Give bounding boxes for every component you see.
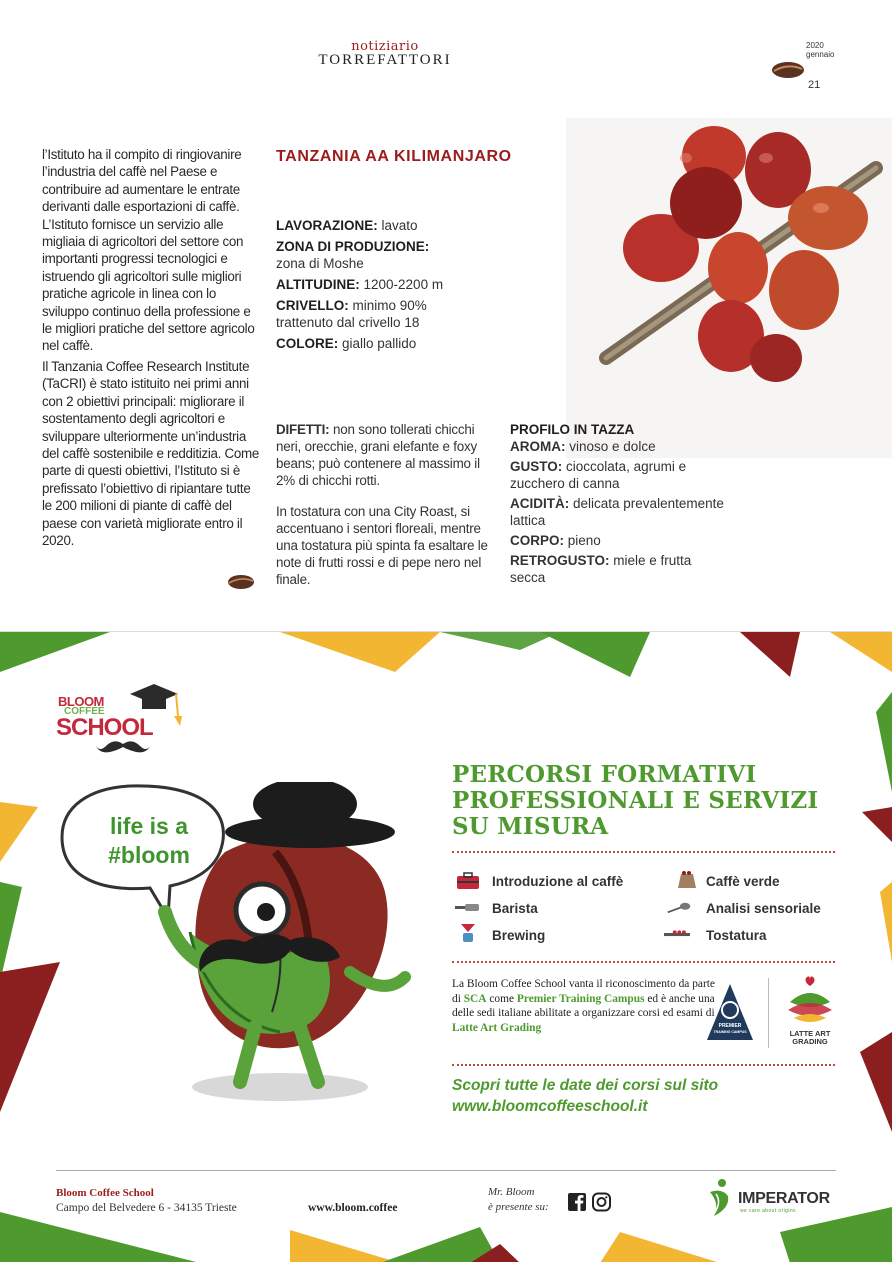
footer-social-caption	[488, 1185, 568, 1215]
instagram-icon[interactable]	[593, 1194, 610, 1211]
service-item: Analisi sensoriale	[706, 901, 821, 916]
course-dates-cta	[452, 1075, 852, 1117]
coffee-title: TANZANIA AA KILIMANJARO	[276, 148, 512, 165]
coffee-sack-icon	[674, 870, 700, 888]
facebook-icon[interactable]	[568, 1193, 586, 1211]
sca-premier-campus-badge	[705, 982, 755, 1044]
blurb-highlight: Premier Training Campus	[516, 992, 645, 1005]
cta-website-link[interactable]: www.bloomcoffeeschool.it	[452, 1098, 648, 1115]
footer-presente: è presente su:	[488, 1201, 549, 1213]
footer-mr-bloom: Mr. Bloom	[488, 1186, 535, 1198]
coffee-cherries-image	[566, 118, 892, 458]
footer-school-name: Bloom Coffee School	[56, 1187, 154, 1199]
spec-label: LAVORAZIONE:	[276, 218, 378, 233]
logo-separator	[768, 978, 769, 1048]
spec-label: CRIVELLO:	[276, 298, 349, 313]
roasting-text: In tostatura con una City Roast, si accentuano i sentori floreali, mentre una tostatura più spinta fa esaltare le note di frutti rossi e di pepe nero nel finale.	[276, 504, 488, 587]
mustache-icon	[96, 740, 150, 754]
spec-value: giallo pallido	[342, 336, 417, 351]
coffee-specs	[276, 217, 486, 356]
logo-line-1: BLOOM	[58, 694, 104, 709]
portafilter-icon	[455, 899, 481, 917]
masthead-small: notiziario	[351, 39, 419, 54]
spec-label: ALTITUDINE:	[276, 277, 360, 292]
service-item: Caffè verde	[706, 874, 780, 889]
briefcase-icon	[455, 872, 481, 890]
dotted-divider	[452, 1064, 835, 1066]
headline-line-3: SU MISURA	[452, 813, 609, 840]
school-blurb	[452, 977, 717, 1035]
latte-art-grading-logo	[780, 974, 840, 1054]
blurb-text: ed è anche una delle sedi italiane abilitate a organizzare corsi ed esami di	[452, 992, 715, 1020]
spec-value: zona di Moshe	[276, 256, 364, 271]
service-item: Brewing	[492, 928, 546, 943]
sca-badge-text-1: PREMIER	[718, 1023, 742, 1029]
profile-value: miele e frutta secca	[510, 553, 692, 585]
page-number: 21	[808, 79, 821, 91]
masthead	[300, 40, 470, 68]
pourover-icon	[455, 924, 481, 942]
end-mark-bean-icon	[226, 572, 256, 592]
profile-value: vinoso e dolce	[569, 439, 656, 454]
issue-date	[806, 41, 834, 59]
profile-value: pieno	[567, 533, 601, 548]
profile-label: AROMA:	[510, 439, 566, 454]
spec-value: lavato	[381, 218, 418, 233]
bubble-line-2: #bloom	[108, 842, 190, 868]
sca-badge-text-2: TRAINING CAMPUS	[713, 1030, 747, 1034]
latte-art-text-2: GRADING	[792, 1037, 828, 1046]
spec-label: ZONA DI PRODUZIONE:	[276, 239, 430, 254]
profile-title: PROFILO IN TAZZA	[510, 422, 635, 437]
cta-line-1: Scopri tutte le date dei corsi sul sito	[452, 1077, 719, 1094]
spec-value: 1200-2200 m	[363, 277, 444, 292]
service-item: Introduzione al caffè	[492, 874, 624, 889]
headline-line-2: PROFESSIONALI E SERVIZI	[452, 787, 819, 814]
service-item: Barista	[492, 901, 538, 916]
profile-value: delicata prevalentemente lattica	[510, 496, 724, 528]
bloom-coffee-school-ad	[0, 631, 892, 1262]
logo-line-2: COFFEE	[64, 706, 105, 717]
profile-label: CORPO:	[510, 533, 564, 548]
spec-label: COLORE:	[276, 336, 339, 351]
ad-headline	[452, 762, 872, 840]
speech-bubble	[84, 812, 214, 870]
footer-divider	[56, 1170, 836, 1171]
blurb-highlight: Latte Art Grading	[452, 1021, 542, 1034]
bloom-coffee-school-logo	[56, 684, 186, 754]
profile-label: ACIDITÀ:	[510, 496, 570, 511]
profile-value: cioccolata, agrumi e zucchero di canna	[510, 459, 687, 491]
headline-line-1: PERCORSI FORMATIVI	[452, 761, 757, 788]
blurb-text: come	[486, 992, 517, 1005]
profile-label: GUSTO:	[510, 459, 563, 474]
blurb-highlight: SCA	[463, 992, 487, 1005]
coffee-bean-icon	[770, 58, 806, 82]
article-left-column	[42, 146, 260, 552]
blurb-text: La Bloom Coffee School vanta il riconoscimento da parte di	[452, 978, 715, 1005]
defects-section	[276, 421, 496, 602]
issue-month: gennaio	[806, 50, 835, 59]
dotted-divider	[452, 961, 835, 963]
logo-line-3: SCHOOL	[56, 714, 153, 741]
imperator-name: IMPERATOR	[738, 1190, 830, 1207]
social-links	[568, 1192, 612, 1210]
service-item: Tostatura	[706, 928, 767, 943]
imperator-tagline: we care about origins	[740, 1208, 796, 1214]
bubble-line-1: life is a	[110, 813, 188, 839]
cherry-cluster	[623, 126, 868, 382]
article-paragraph: l’Istituto ha il compito di ringiovanire l’industria del caffè nel Paese e contribuire ad aumentare le entrate derivanti dalle esportazioni di caffè. L’Istituto fornisce un servizio alle migliaia di agricoltori del settore con importanti progressi tecnologici e istruendo gli agricoltori sulle migliori pratiche agricole in linea con lo sviluppo continuo della professione e le migliori pratiche del settore agricolo nel caffè.	[42, 147, 255, 354]
spec-value: minimo 90% trattenuto dal crivello 18	[276, 298, 427, 330]
cup-profile	[510, 421, 730, 589]
imperator-logo	[700, 1178, 840, 1218]
defects-label: DIFETTI:	[276, 422, 330, 437]
cupping-spoon-icon	[666, 899, 692, 917]
masthead-title: TORREFATTORI	[318, 52, 452, 68]
footer-address: Campo del Belvedere 6 - 34135 Trieste	[56, 1202, 237, 1214]
article-paragraph: Il Tanzania Coffee Research Institute (TaCRI) è stato istituito nei primi anni con 2 obiettivi principali: migliorare il sostentamento degli agricoltori e sviluppare ulteriormente un’industria del caffè sostenibile e redditizia. Come parte di questi obiettivi, l’Istituto si è prefissato l’obiettivo di ripiantare tutte le 200 milioni di piante di caffè del paese con varietà migliorate entro il 2020.	[42, 358, 260, 548]
roasting-tray-icon	[664, 924, 690, 942]
defects-text: non sono tollerati chicchi neri, orecchie, grani elefante e foxy beans; può contenere al massimo il 2% di chicchi rotti.	[276, 422, 480, 488]
profile-label: RETROGUSTO:	[510, 553, 610, 568]
dotted-divider	[452, 851, 835, 853]
latte-art-text-1: LATTE ART	[789, 1029, 831, 1038]
issue-year: 2020	[806, 41, 824, 50]
footer-website-link[interactable]: www.bloom.coffee	[308, 1202, 398, 1214]
